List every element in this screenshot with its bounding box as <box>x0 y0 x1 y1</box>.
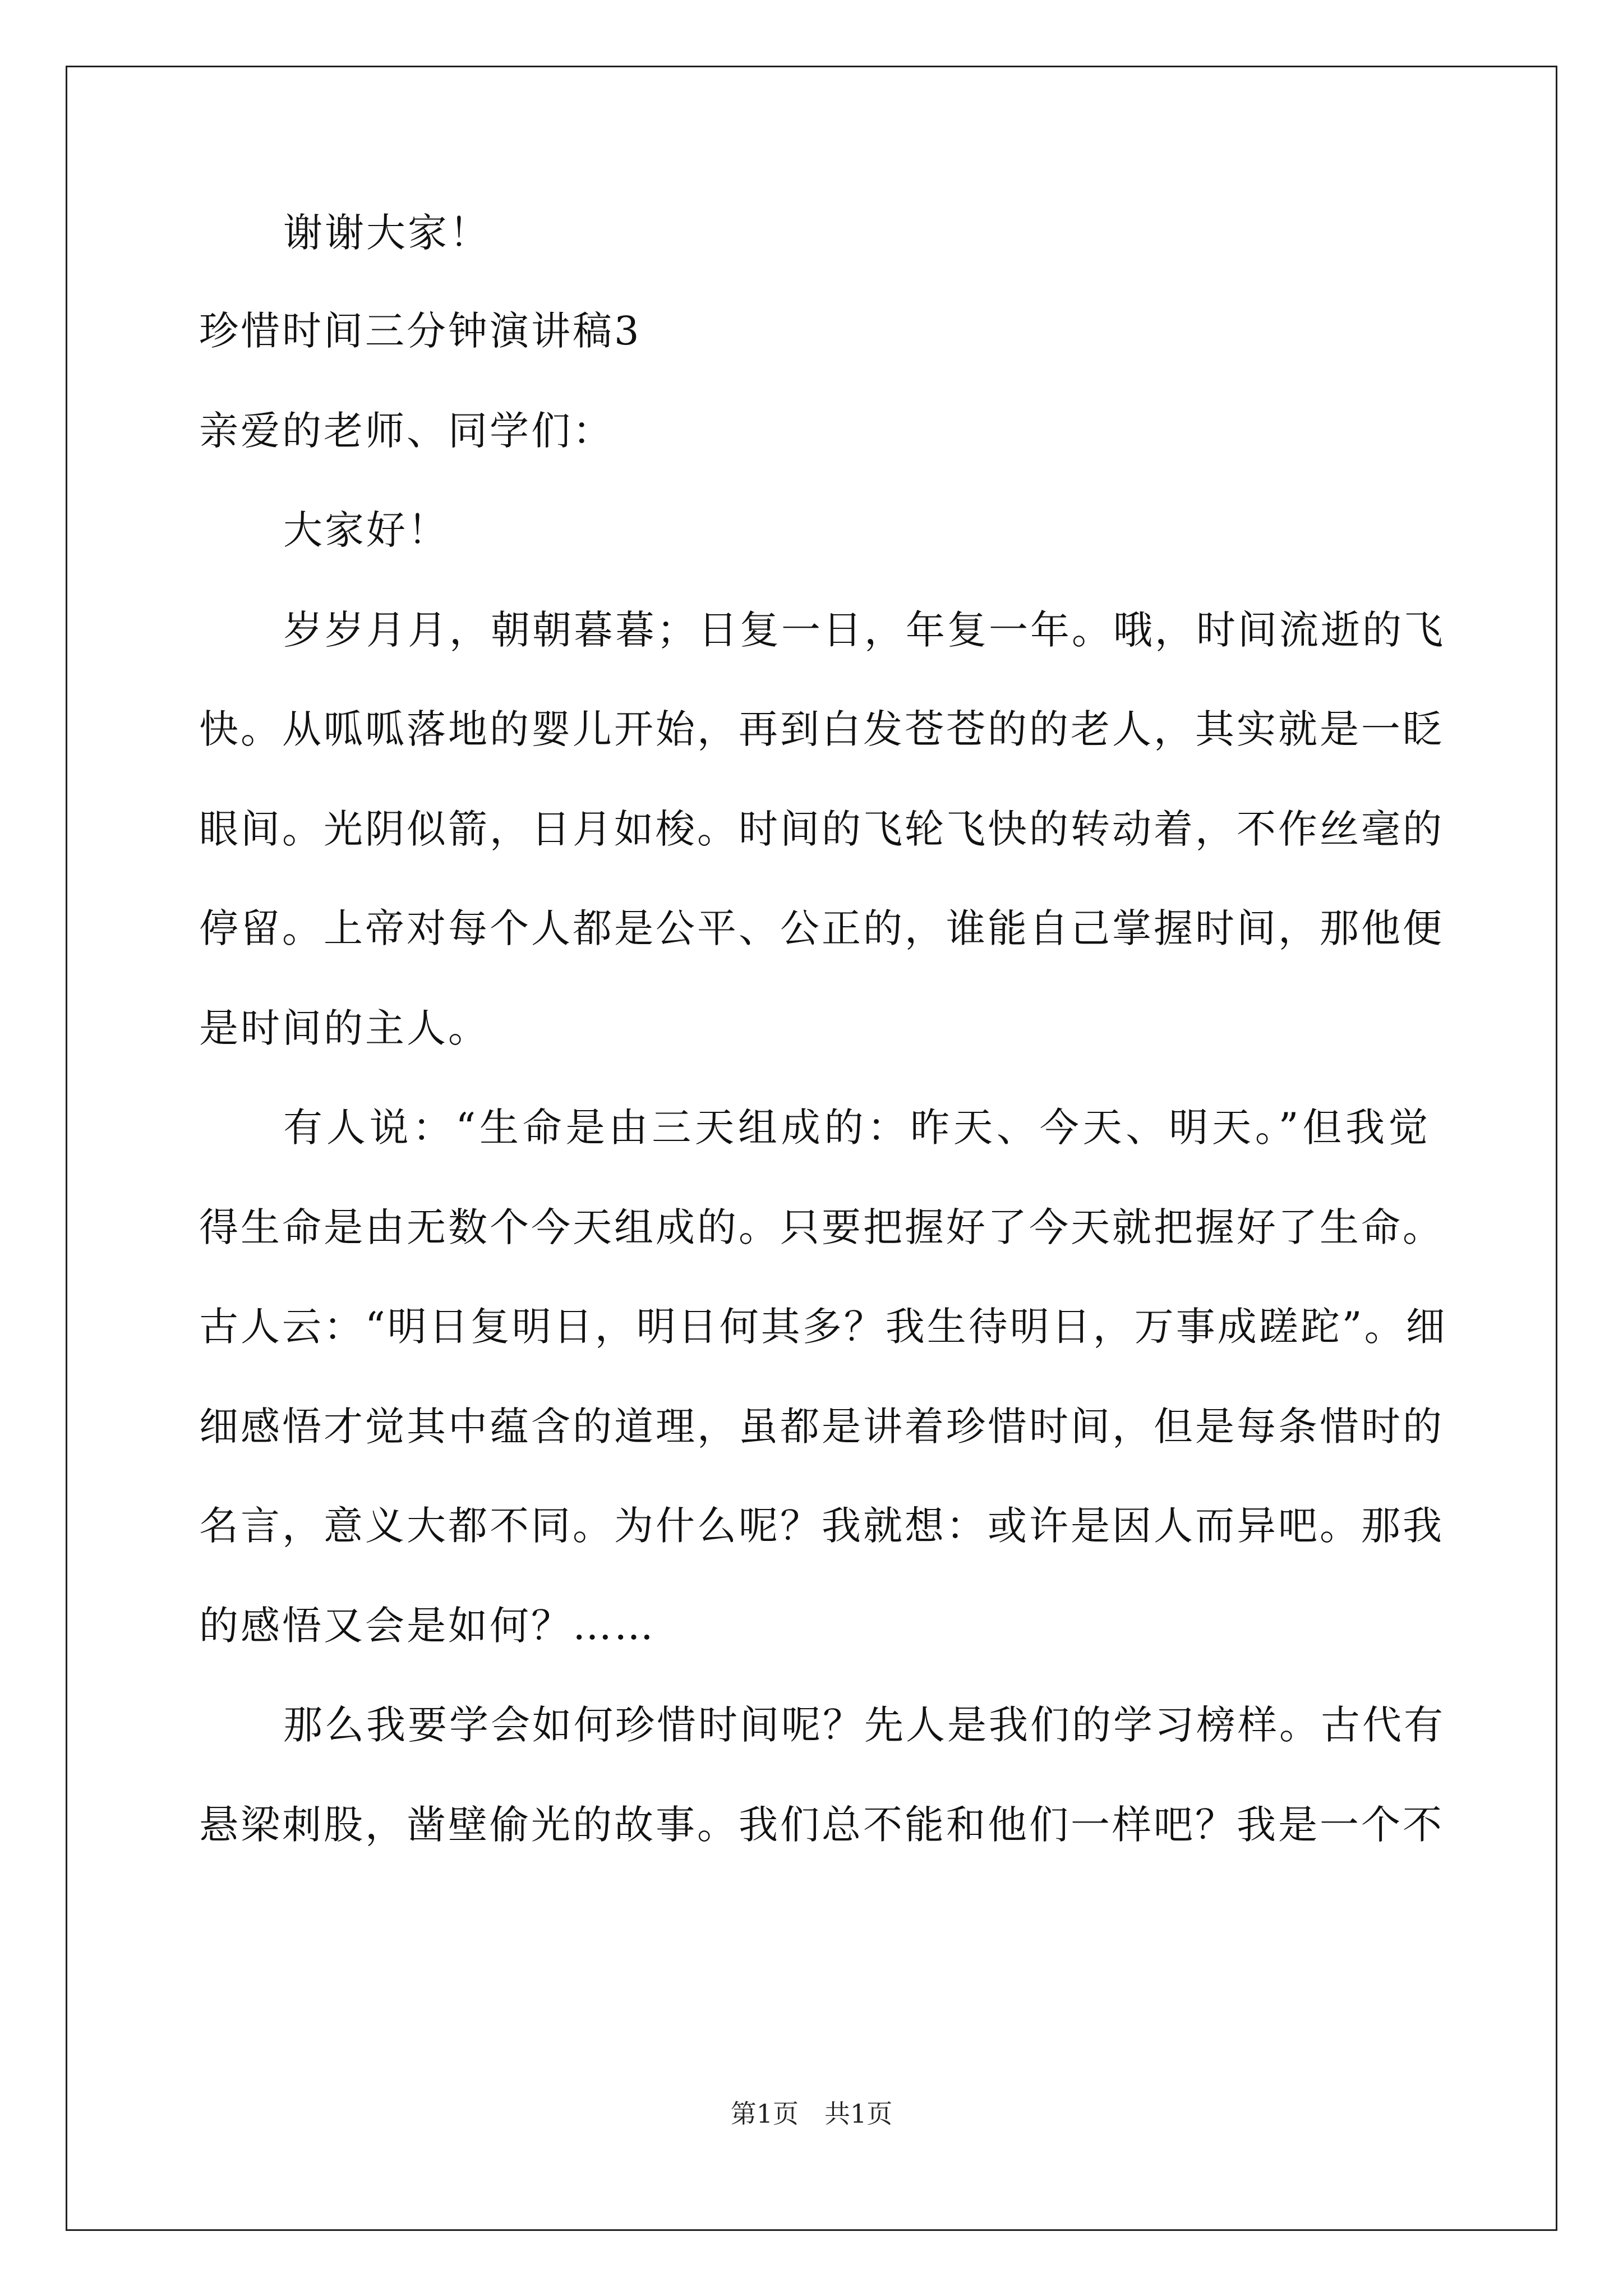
paragraph-1-line-4: 停留。上帝对每个人都是公平、公正的，谁能自己掌握时间，那他便 <box>199 905 1444 951</box>
paragraph-2-line-6: 的感悟又会是如何？…… <box>199 1603 656 1649</box>
paragraph-2-line-5: 名言，意义大都不同。为什么呢？我就想：或许是因人而异吧。那我 <box>199 1503 1444 1549</box>
paragraph-1-line-1: 岁岁月月，朝朝暮暮；日复一日，年复一年。哦，时间流逝的飞 <box>283 607 1445 653</box>
paragraph-2-line-4: 细感悟才觉其中蕴含的道理，虽都是讲着珍惜时间，但是每条惜时的 <box>199 1404 1444 1450</box>
paragraph-1-line-5: 是时间的主人。 <box>199 1005 490 1051</box>
paragraph-2-line-2: 得生命是由无数个今天组成的。只要把握好了今天就把握好了生命。 <box>199 1204 1444 1250</box>
salutation: 亲爱的老师、同学们： <box>199 408 614 454</box>
paragraph-1-line-3: 眼间。光阴似箭，日月如梭。时间的飞轮飞快的转动着，不作丝毫的 <box>199 806 1444 852</box>
paragraph-1-line-2: 快。从呱呱落地的婴儿开始，再到白发苍苍的的老人，其实就是一眨 <box>199 706 1444 752</box>
paragraph-2-line-1: 有人说：“生命是由三天组成的：昨天、今天、明天。”但我觉 <box>283 1105 1430 1151</box>
paragraph-3-line-2: 悬梁刺股，凿壁偷光的故事。我们总不能和他们一样吧？我是一个不 <box>199 1802 1444 1848</box>
page-footer: 第1页 共1页 <box>730 2099 893 2129</box>
paragraph-2-line-3: 古人云：“明日复明日，明日何其多？我生待明日，万事成蹉跎”。细 <box>199 1304 1447 1350</box>
paragraph-3-line-1: 那么我要学会如何珍惜时间呢？先人是我们的学习榜样。古代有 <box>283 1702 1445 1748</box>
greeting: 大家好！ <box>283 507 449 553</box>
closing-line: 谢谢大家！ <box>283 210 491 256</box>
section-title: 珍惜时间三分钟演讲稿3 <box>199 308 642 354</box>
